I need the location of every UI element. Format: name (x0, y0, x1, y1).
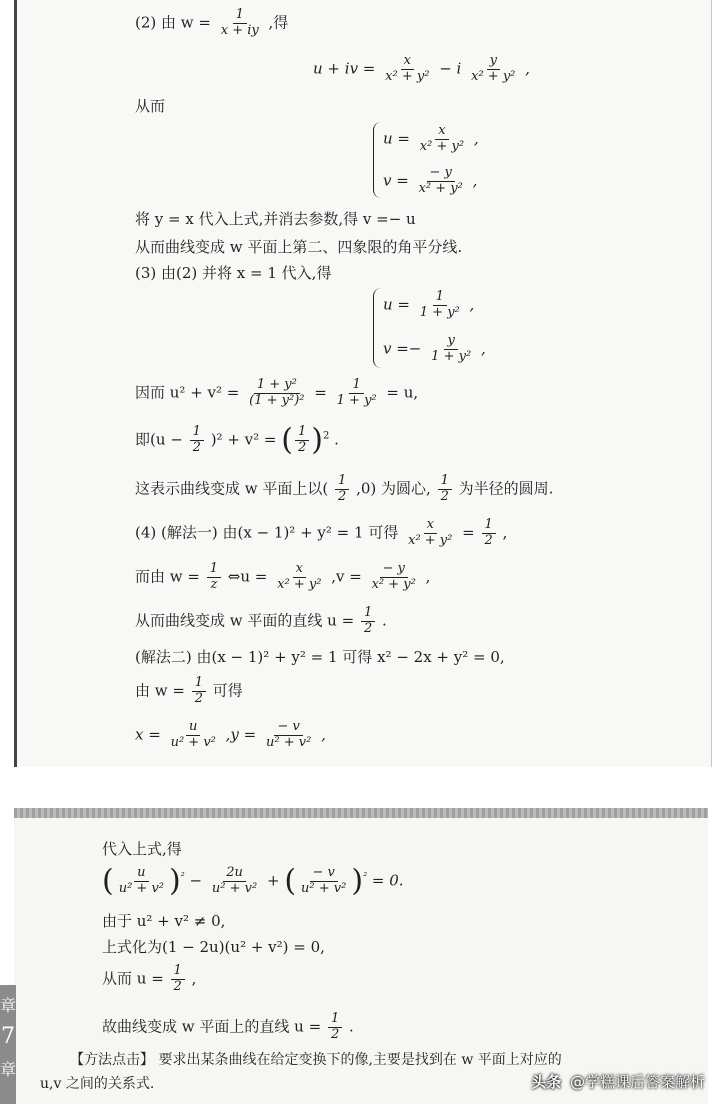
fraction: $\frac{x}{\text{x² + y²}}$ (419, 123, 465, 154)
fraction: $\frac{y}{\text{1 + y²}}$ (431, 333, 472, 364)
method-note-line2: u,v 之间的关系式. (40, 1076, 155, 1092)
part2-congrong: 从而 (135, 97, 166, 115)
part4-congrong: 从而曲线变成 w 平面的直线 u = $\frac{1}{2}$ . (135, 605, 387, 636)
fraction: $\frac{1}{2}$ (192, 676, 206, 707)
part4-you: 由 w = $\frac{1}{2}$ 可得 (135, 675, 243, 706)
fraction: $\frac{- v}{\text{u² + v²}}$ (266, 719, 312, 750)
fraction: $\frac{1}{2}$ (190, 425, 204, 456)
fraction: $\frac{1}{\text{1 + y²}}$ (336, 377, 377, 408)
fraction: $\frac{- y}{\text{x² + y²}}$ (418, 165, 463, 196)
part4-method1: (4) (解法一) 由(x − 1)² + y² = 1 可得 $\frac{x}{\text{x² + y²}}$ = $\frac{1}{2}$ , (135, 517, 508, 548)
watermark (531, 1071, 705, 1092)
part3-intro: (3) 由(2) 并将 x = 1 代入,得 (135, 264, 332, 282)
part3-yin-er: 因而 u² + v² = $\frac{\text{1 + y²}}{\text{(1 + y²)²}}$ = $\frac{1}{\text{1 + y²}}$ = u, (135, 377, 419, 408)
part4-er-you: 而由 w = $\frac{1}{z}$ ⇔u = $\frac{x}{\text{x² + y²}}$ ,v = $\frac{- y}{\text{x² + y²}}$ , (135, 561, 431, 592)
watermark-logo: 头条 (531, 1073, 562, 1091)
fraction: $\frac{1}{2}$ (171, 964, 185, 995)
fraction: $\frac{2u}{\text{u² + v²}}$ (211, 865, 258, 896)
part2-uv-equation: u + iv = $\frac{x}{\text{x² + y²}}$ − i $\frac{y}{\text{x² + y²}}$ , (313, 53, 530, 84)
part3-system-v: v =− $\frac{y}{\text{1 + y²}}$ , (383, 333, 486, 364)
fraction: $\frac{1}{2}$ (361, 606, 375, 637)
method-note-line1: 【方法点击】 要求出某条曲线在给定变换下的像,主要是找到在 w 平面上对应的 (70, 1052, 562, 1068)
page-bottom (14, 808, 708, 1104)
part2-line2: 从而曲线变成 w 平面上第二、四象限的角平分线. (135, 238, 463, 256)
fraction: $\frac{- y}{\text{x² + y²}}$ (371, 561, 416, 592)
page-edge-band (14, 808, 708, 818)
fraction: $\frac{x}{\text{x² + y²}}$ (385, 53, 430, 84)
system-brace (373, 122, 382, 198)
part3-ji: 即(u − $\frac{1}{2}$ )² + v² = ( $\frac{1}{2}$ )$^2$ . (135, 422, 339, 458)
part2-line1: 将 y = x 代入上式,并消去参数,得 v =− u (135, 210, 416, 228)
part5-cong-er: 从而 u = $\frac{1}{2}$ , (102, 963, 197, 994)
fraction: $\frac{1}{2}$ (328, 1012, 342, 1043)
part5-shang-shi: 上式化为(1 − 2u)(u² + v²) = 0, (102, 938, 325, 956)
fraction: $\frac{1}{z}$ (207, 562, 221, 593)
fraction: $\frac{y}{\text{x² + y²}}$ (471, 53, 516, 84)
part4-method2: (解法二) 由(x − 1)² + y² = 1 可得 x² − 2x + y² = 0, (135, 648, 505, 666)
page-top (14, 0, 712, 767)
fraction: $\frac{u}{\text{u² + v²}}$ (170, 719, 216, 750)
fraction: $\frac{- v}{\text{u² + v²}}$ (301, 865, 347, 896)
fraction: $\frac{1}{2}$ (438, 474, 452, 505)
part5-youyu: 由于 u² + v² ≠ 0, (102, 912, 226, 930)
watermark-text: @学糕课后答案解析 (569, 1073, 705, 1091)
part5-dai-ru: 代入上式,得 (102, 840, 182, 858)
fraction: $\frac{u}{\text{u² + v²}}$ (118, 865, 165, 896)
system-brace (373, 288, 382, 368)
fraction: $\frac{x}{\text{x² + y²}}$ (277, 561, 322, 592)
fraction: $\frac{1}{2}$ (295, 425, 309, 456)
fraction: $\frac{1}{\text{1 + y²}}$ (419, 289, 460, 320)
fraction: $\frac{1}{x + iy}$ (220, 7, 259, 38)
fraction: $\frac{1}{2}$ (335, 474, 349, 505)
part4-xy: x = $\frac{u}{\text{u² + v²}}$ ,y = $\frac{- v}{\text{u² + v²}}$ , (135, 719, 326, 750)
part2-intro: (2) 由 w = $\frac{1}{x + iy}$ ,得 (135, 7, 289, 38)
fraction: $\frac{\text{1 + y²}}{\text{(1 + y²)²}}$ (249, 377, 305, 408)
fraction: $\frac{1}{2}$ (482, 518, 496, 549)
fraction: $\frac{x}{\text{x² + y²}}$ (408, 517, 453, 548)
chapter-side-tab: 章 7 章 (0, 985, 16, 1104)
part2-system-u: u = $\frac{x}{\text{x² + y²}}$ , (383, 123, 479, 154)
part2-system-v: v = $\frac{- y}{\text{x² + y²}}$ , (383, 165, 478, 196)
part3-system-u: u = $\frac{1}{\text{1 + y²}}$ , (383, 289, 475, 320)
part5-conclusion: 故曲线变成 w 平面上的直线 u = $\frac{1}{2}$ . (102, 1011, 354, 1042)
part5-equation: ( $\frac{u}{\text{u² + v²}}$ )$^{^2}$ − $\frac{2u}{\text{u² + v²}}$ + ( $\frac{- v}{\text{u² + v²}}$ )$^{^2}$ = 0. (102, 863, 404, 899)
part3-circle: 这表示曲线变成 w 平面上以( $\frac{1}{2}$ ,0) 为圆心, $\frac{1}{2}$ 为半径的圆周. (135, 473, 554, 504)
